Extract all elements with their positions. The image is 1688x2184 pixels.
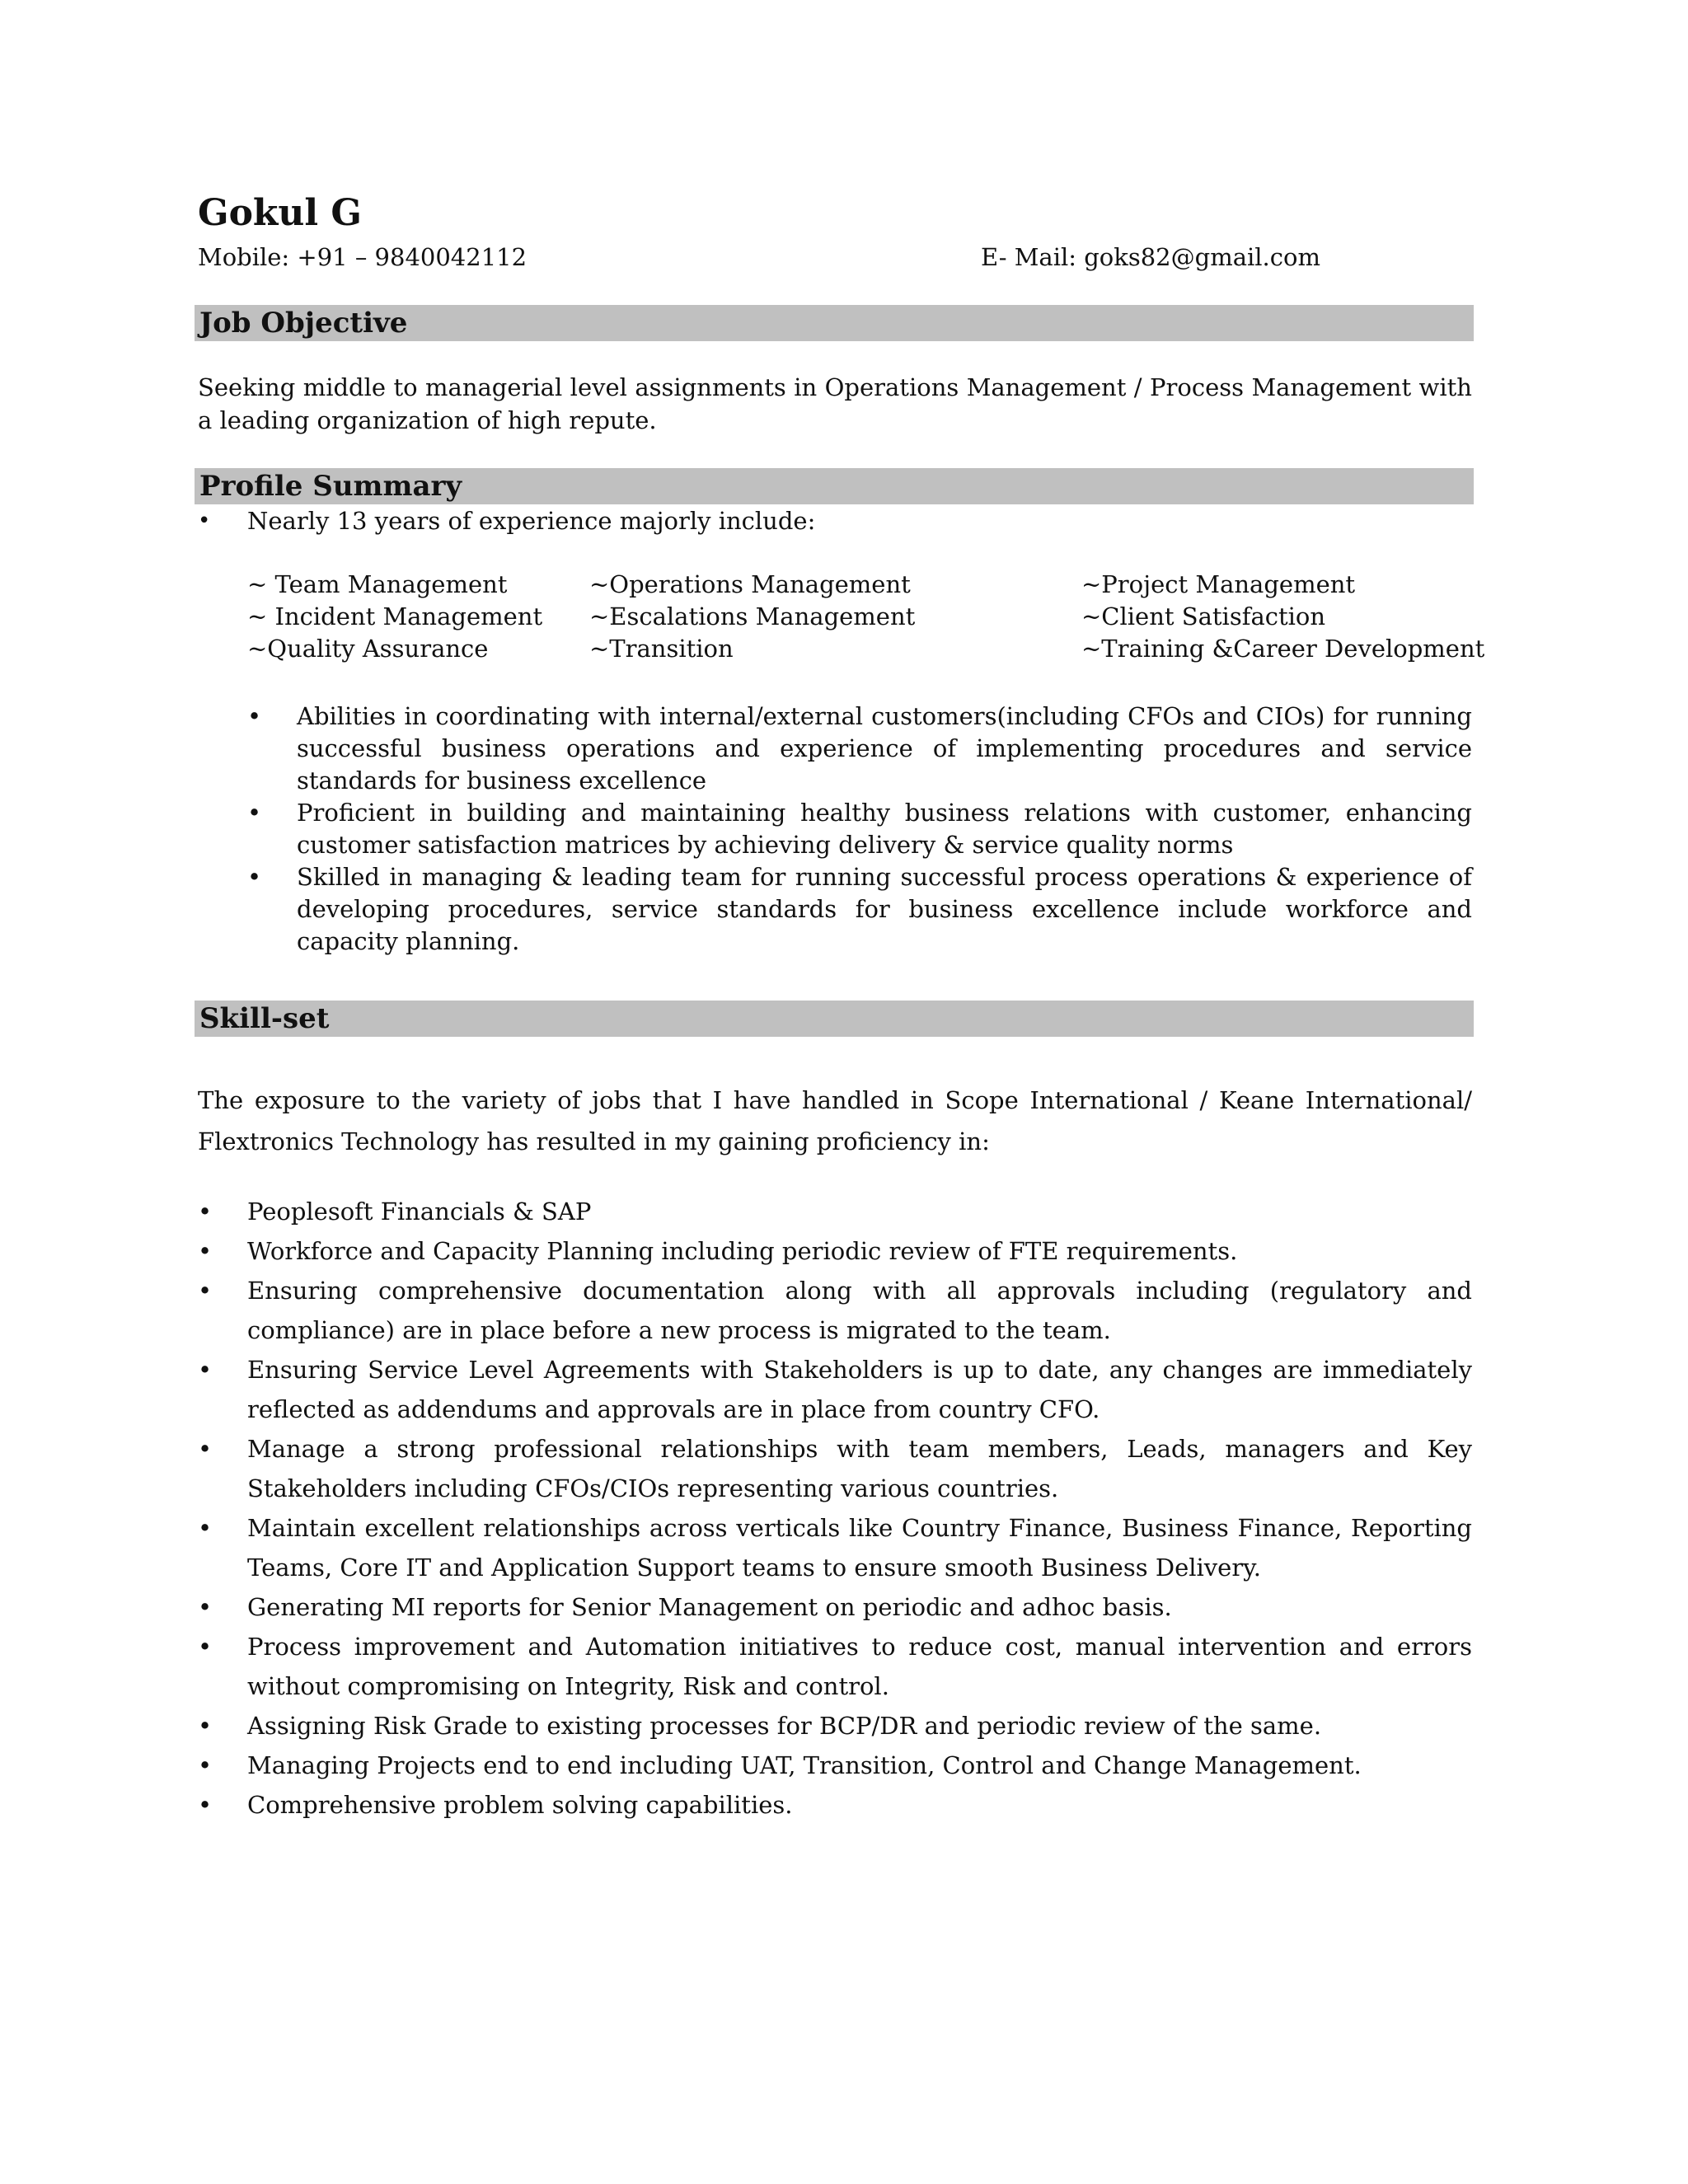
experience-areas-grid [247, 569, 1484, 665]
list-item [198, 1785, 1472, 1825]
skill-text: Manage a strong professional relationships with team members, Leads, managers and Key Stakeholders including CFOs/CIOs representing various countries. [247, 1435, 1472, 1502]
bullet-icon: • [198, 1356, 213, 1384]
area-item: ~Transition [589, 635, 734, 663]
area-item: ~Escalations Management [589, 602, 916, 630]
skill-text: Comprehensive problem solving capabilities. [247, 1791, 793, 1819]
area-item: ~Quality Assurance [247, 635, 489, 663]
experience-areas-row [247, 569, 1484, 601]
skill-text: Assigning Risk Grade to existing processes for BCP/DR and periodic review of the same. [247, 1712, 1322, 1740]
skill-text: Ensuring comprehensive documentation along with all approvals including (regulatory and compliance) are in place before a new process is migrated to the team. [247, 1277, 1472, 1344]
list-item [198, 1508, 1472, 1587]
area-item: ~Training &Career Development [1081, 635, 1485, 663]
bullet-icon: • [247, 702, 262, 730]
job-objective-text: Seeking middle to managerial level assignments in Operations Management / Process Management with a leading organization of high repute. [198, 373, 1472, 434]
profile-bullets [247, 701, 1472, 958]
email-address: E- Mail: goks82@gmail.com [981, 243, 1320, 271]
skill-set-intro: The exposure to the variety of jobs that I have handled in Scope International / Keane International/ Flextronics Technology has resulted in my gaining proficiency in: [198, 1086, 1472, 1155]
bullet-icon: • [198, 1791, 213, 1819]
list-item [198, 1192, 1472, 1231]
bullet-icon: • [198, 1514, 213, 1542]
bullet-icon: • [198, 1712, 213, 1740]
list-item [198, 1627, 1472, 1706]
area-item: ~ Team Management [247, 570, 508, 598]
profile-intro: Nearly 13 years of experience majorly include: [247, 507, 816, 535]
candidate-name: Gokul G [198, 192, 363, 234]
skill-text: Peoplesoft Financials & SAP [247, 1197, 592, 1226]
list-item [198, 1746, 1472, 1785]
experience-areas-row [247, 633, 1484, 665]
skill-text: Maintain excellent relationships across verticals like Country Finance, Business Finance, Reporting Teams, Core IT and Application Support teams to ensure smooth Business Delivery. [247, 1514, 1472, 1582]
list-item [198, 1271, 1472, 1350]
area-item: ~Client Satisfaction [1081, 602, 1326, 630]
list-item [247, 861, 1472, 958]
skill-set-heading: Skill-set [199, 1002, 330, 1035]
area-item: ~ Incident Management [247, 602, 543, 630]
profile-bullet-text: Proficient in building and maintaining healthy business relations with customer, enhancing customer satisfaction matrices by achieving delivery & service quality norms [297, 799, 1472, 859]
list-item [198, 1587, 1472, 1627]
profile-bullet-text: Abilities in coordinating with internal/external customers(including CFOs and CIOs) for running successful business operations and experience of implementing procedures and service standards for business excellence [297, 702, 1472, 794]
skill-list [198, 1192, 1472, 1825]
skill-text: Generating MI reports for Senior Management on periodic and adhoc basis. [247, 1593, 1172, 1621]
list-item [198, 1706, 1472, 1746]
list-item [198, 1350, 1472, 1429]
skill-set-heading-band [195, 1001, 1474, 1037]
bullet-icon: • [247, 799, 262, 827]
bullet-icon: • [198, 1633, 213, 1661]
bullet-icon: • [247, 863, 262, 891]
bullet-icon: • [198, 1435, 213, 1463]
bullet-icon: • [198, 1593, 213, 1621]
profile-summary-heading-band [195, 468, 1474, 504]
profile-summary-heading: Profile Summary [199, 470, 462, 503]
area-item: ~Operations Management [589, 570, 911, 598]
bullet-icon: • [198, 509, 211, 533]
skill-text: Workforce and Capacity Planning including periodic review of FTE requirements. [247, 1237, 1238, 1265]
mobile-number: Mobile: +91 – 9840042112 [198, 243, 528, 271]
bullet-icon: • [198, 1751, 213, 1779]
list-item [247, 701, 1472, 797]
experience-areas-row [247, 601, 1484, 633]
skill-text: Ensuring Service Level Agreements with Stakeholders is up to date, any changes are immediately reflected as addendums and approvals are in place from country CFO. [247, 1356, 1472, 1423]
skill-text: Managing Projects end to end including UAT, Transition, Control and Change Management. [247, 1751, 1362, 1779]
bullet-icon: • [198, 1237, 213, 1265]
profile-bullet-text: Skilled in managing & leading team for running successful process operations & experience of developing procedures, service standards for business excellence include workforce and capacity planning. [297, 863, 1472, 955]
job-objective-heading: Job Objective [199, 307, 408, 340]
skill-text: Process improvement and Automation initiatives to reduce cost, manual intervention and errors without compromising on Integrity, Risk and control. [247, 1633, 1472, 1700]
area-item: ~Project Management [1081, 570, 1356, 598]
bullet-icon: • [198, 1277, 213, 1305]
list-item [198, 1231, 1472, 1271]
job-objective-heading-band [195, 305, 1474, 341]
list-item [247, 797, 1472, 861]
bullet-icon: • [198, 1197, 213, 1226]
list-item [198, 1429, 1472, 1508]
